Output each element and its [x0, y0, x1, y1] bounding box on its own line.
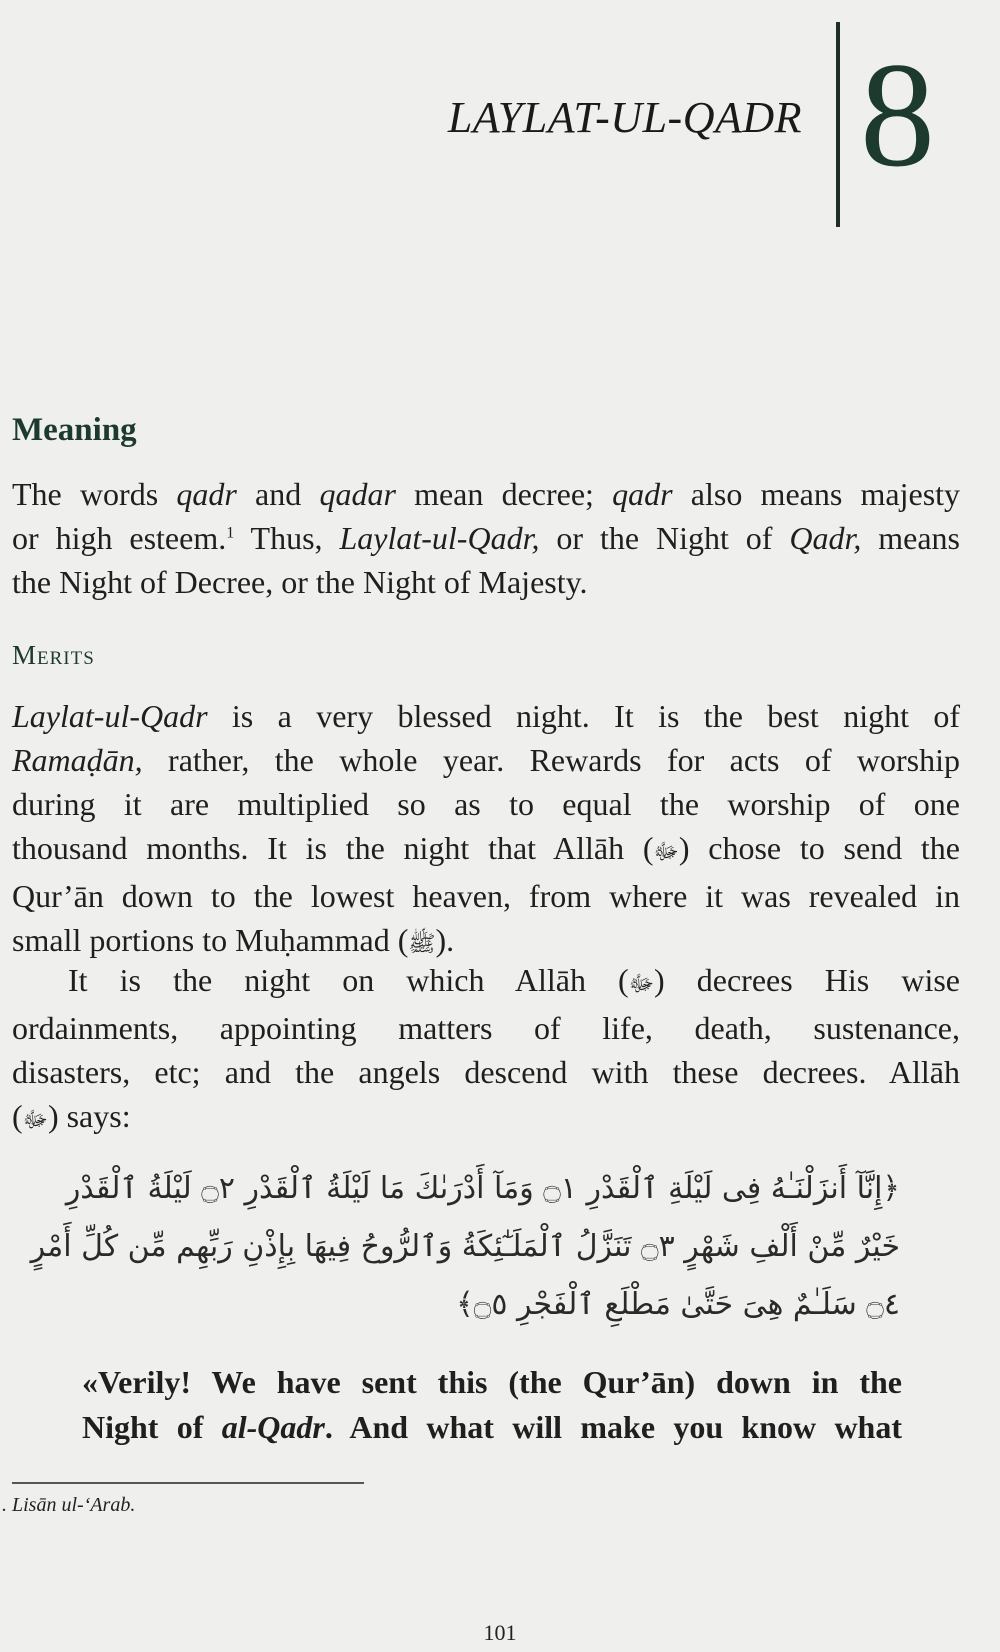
verse-translation — [82, 1360, 902, 1450]
text-line: small portions to Muḥammad (ﷺ). — [12, 922, 455, 958]
meaning-paragraph — [12, 472, 960, 604]
text-line: «Verily! We have sent this (the Qur’ān) down in the — [82, 1364, 902, 1400]
text-line: The words qadr and qadar mean decree; qadr also means majesty — [12, 476, 961, 512]
text-line: disasters, etc; and the angels descend with these decrees. Allāh — [12, 1054, 960, 1090]
honorific-glyph: ﷻ — [653, 839, 679, 865]
merits-paragraph-1 — [12, 694, 960, 966]
text-line: Laylat-ul-Qadr is a very blessed night. It is the best night of — [12, 698, 960, 734]
page-number: 101 — [483, 1620, 517, 1645]
honorific-glyph: ﷻ — [628, 971, 654, 997]
text-line: ordainments, appointing matters of life, death, sustenance, — [12, 1010, 960, 1046]
text-line: It is the night on which Allāh (ﷻ) decrees His wise — [68, 962, 961, 998]
arabic-line: ۝٤ سَلَـٰمٌ هِىَ حَتَّىٰ مَطْلَعِ ٱلْفَجْرِ ۝٥﴾ — [456, 1287, 900, 1322]
honorific-glyph: ﷻ — [22, 1107, 48, 1133]
text-line: (ﷻ) says: — [12, 1098, 131, 1134]
footnote-marker: 1 — [226, 524, 235, 542]
text-line: Qur’ān down to the lowest heaven, from where it was revealed in — [12, 878, 960, 914]
footnote-divider — [12, 1482, 364, 1484]
quran-verse-arabic — [30, 1160, 900, 1334]
section-heading-meaning: Meaning — [12, 412, 137, 448]
text-line: thousand months. It is the night that Allāh (ﷻ) chose to send the — [12, 830, 960, 866]
honorific-glyph: ﷺ — [408, 931, 436, 957]
chapter-title: LAYLAT-UL-QADR — [447, 93, 802, 142]
bleed-through — [60, 30, 68, 72]
footnote: . Lisān ul-‘Arab. — [2, 1494, 136, 1516]
text-line: the Night of Decree, or the Night of Majesty. — [12, 564, 588, 600]
merits-paragraph-2 — [12, 958, 960, 1142]
text-line: or high esteem.$^1$ Thus, Laylat-ul-Qadr, or the Night of Qadr, means — [12, 520, 961, 556]
text-line: during it are multiplied so as to equal the worship of one — [12, 786, 960, 822]
chapter-number: 8 — [860, 32, 935, 198]
text-line: Ramaḍān, rather, the whole year. Rewards for acts of worship — [12, 742, 960, 778]
subheading-merits: Merits — [12, 640, 95, 670]
arabic-line: ﴿إِنَّآ أَنزَلْنَـٰهُ فِى لَيْلَةِ ٱلْقَدْرِ ۝١ وَمَآ أَدْرَىٰكَ مَا لَيْلَةُ ٱلْقَدْرِ ۝٢ لَيْلَةُ ٱلْقَدْرِ — [65, 1171, 900, 1206]
arabic-line: خَيْرٌ مِّنْ أَلْفِ شَهْرٍ ۝٣ تَنَزَّلُ ٱلْمَلَـٰٓئِكَةُ وَٱلرُّوحُ فِيهَا بِإِذْنِ رَبِّهِم مِّن كُلِّ أَمْرٍ — [30, 1229, 900, 1264]
text-line: Night of al-Qadr. And what will make you know what — [82, 1409, 903, 1445]
chapter-divider — [836, 22, 840, 227]
